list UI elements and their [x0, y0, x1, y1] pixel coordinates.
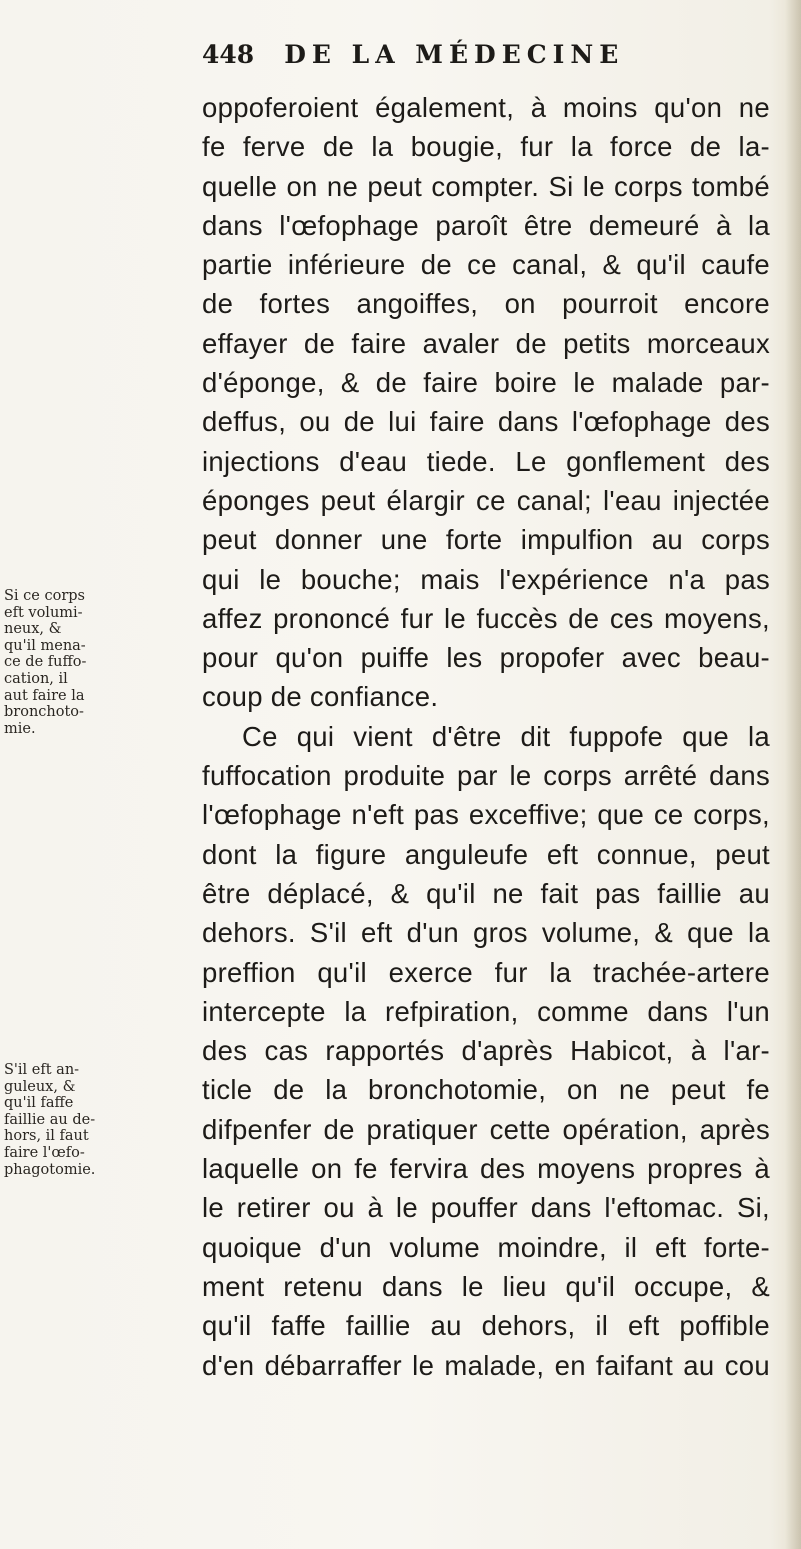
text-line: oppoferoient également, à moins qu'on ne [202, 92, 770, 123]
text-line: le retirer ou à le pouffer dans l'eftomac. Si, [202, 1192, 770, 1224]
text-line: des cas rapportés d'après Habicot, à l'ar- [202, 1035, 770, 1067]
margin-note-bronchotomie [4, 588, 100, 737]
margin-note-line: bronchoto- [4, 704, 84, 721]
text-line: dont la figure anguleufe eft connue, peut [202, 838, 770, 870]
text-line: laquelle on fe fervira des moyens propres à [202, 1153, 770, 1185]
margin-note-line: cation, il [4, 670, 68, 687]
margin-note-line: faillie au de- [4, 1111, 96, 1128]
text-line: partie inférieure de ce canal, & qu'il caufe [202, 249, 770, 281]
text-line: dehors. S'il eft d'un gros volume, & que la [202, 917, 770, 949]
running-head [202, 40, 682, 69]
margin-note-line: mie. [4, 720, 36, 737]
text-line: fuffocation produite par le corps arrêté dans [202, 760, 770, 792]
margin-note-line: hors, il faut [4, 1128, 89, 1145]
margin-note-line: phagotomie. [4, 1161, 96, 1178]
margin-note-line: neux, & [4, 621, 62, 638]
text-line: intercepte la refpiration, comme dans l'un [202, 995, 770, 1027]
paragraph-start-line: Ce qui vient d'être dit fuppofe que la [242, 720, 770, 752]
text-line: effayer de faire avaler de petits morceaux [202, 327, 770, 359]
text-line: l'œfophage n'eft pas exceffive; que ce corps, [202, 799, 770, 831]
running-title: DE LA MÉDECINE [284, 40, 625, 69]
margin-note-line: qu'il faffe [4, 1095, 74, 1112]
margin-note-line: ce de fuffo- [4, 654, 87, 671]
text-line: quoique d'un volume moindre, il eft forte- [202, 1231, 770, 1263]
text-line: ticle de la bronchotomie, on ne peut fe [202, 1074, 770, 1106]
text-line: d'en débarraffer le malade, en faifant au cou [202, 1349, 770, 1381]
margin-note-line: qu'il mena- [4, 637, 86, 654]
text-line: pour qu'on puiffe les propofer avec beau- [202, 642, 770, 674]
text-line: quelle on ne peut compter. Si le corps tombé [202, 170, 770, 202]
margin-note-line: faire l'œfo- [4, 1144, 85, 1161]
text-line: fe ferve de la bougie, fur la force de la- [202, 131, 770, 163]
body-text [202, 88, 770, 1385]
text-line: de fortes angoiffes, on pourroit encore [202, 288, 770, 320]
text-line: injections d'eau tiede. Le gonflement des [202, 445, 770, 477]
page-edge-shadow [785, 0, 801, 1549]
text-line: qu'il faffe faillie au dehors, il eft poffible [202, 1310, 770, 1342]
margin-note-line: eft volumi- [4, 604, 83, 621]
margin-note-line: Si ce corps [4, 588, 85, 604]
text-line: affez prononcé fur le fuccès de ces moyens, [202, 602, 770, 634]
text-line: qui le bouche; mais l'expérience n'a pas [202, 563, 770, 595]
margin-note-line: S'il eft an- [4, 1062, 80, 1078]
text-line: éponges peut élargir ce canal; l'eau injectée [202, 484, 770, 516]
margin-note-line: aut faire la [4, 687, 85, 704]
text-line: peut donner une forte impulfion au corps [202, 524, 770, 556]
margin-note-line: guleux, & [4, 1078, 76, 1095]
text-line: coup de confiance. [202, 681, 439, 713]
page-number: 448 [202, 40, 255, 69]
text-line: dans l'œfophage paroît être demeuré à la [202, 209, 770, 241]
text-line: difpenfer de pratiquer cette opération, après [202, 1113, 770, 1145]
text-line: deffus, ou de lui faire dans l'œfophage des [202, 406, 770, 438]
text-line: ment retenu dans le lieu qu'il occupe, & [202, 1270, 770, 1302]
margin-note-oesophagotomie [4, 1062, 100, 1178]
text-line: d'éponge, & de faire boire le malade par- [202, 367, 770, 399]
text-line: être déplacé, & qu'il ne fait pas faillie au [202, 877, 770, 909]
text-line: preffion qu'il exerce fur la trachée-artere [202, 956, 770, 988]
